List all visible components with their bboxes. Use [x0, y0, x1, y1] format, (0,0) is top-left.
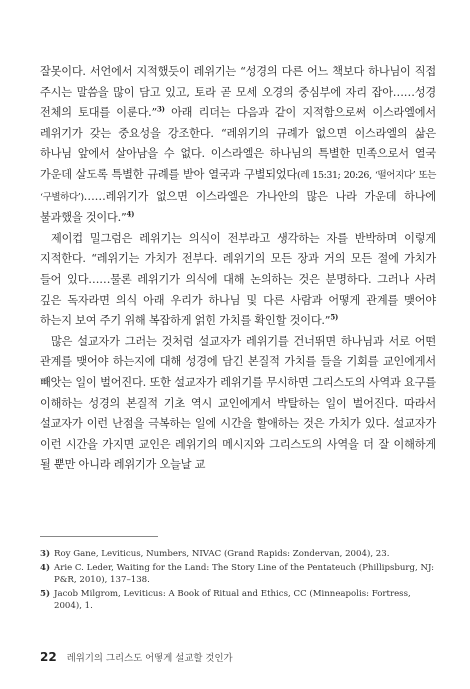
page-footer — [40, 650, 233, 664]
paragraph-1-text-a: 잘못이다. 서언에서 지적했듯이 레위기는 “성경의 다른 어느 책보다 하나님이 직접 주시는 말씀을 많이 담고 있고, 토라 곧 모세 오경의 중심부에 자리 잡아……성경 전체의 토대를 이룬다.” — [40, 65, 436, 120]
footnote-text: Arie C. Leder, Waiting for the Land: The Story Line of the Pentateuch (Phillipsburg, NJ: P&R, 2010), 137–138. — [54, 562, 434, 586]
paragraph-2-text: 제이컵 밀그럼은 레위기는 의식이 전부라고 생각하는 자를 반박하며 이렇게 지적한다. “레위기는 가치가 전부다. 레위기의 모든 장과 거의 모든 절에 가치가 들어 있다……물론 레위기가 의식에 대해 논의하는 것은 분명하다. 그러나 사려 깊은 독자라면 의식 아래 우리가 하나님 및 다른 사람과 어떻게 관계를 맺어야 하는지 보여 주기 위해 복잡하게 얽힌 가치를 확인할 것이다.” — [40, 231, 436, 328]
page-number: 22 — [40, 650, 57, 664]
paragraph-1-text-c: ……레위기가 없으면 이스라엘은 가나안의 많은 나라 가운데 하나에 불과했을 것이다.” — [40, 189, 436, 225]
footnote-marker-4: 4) — [126, 209, 135, 219]
paragraph-1 — [40, 62, 436, 229]
paragraph-3 — [40, 332, 436, 476]
footnote-number: 4) — [40, 562, 51, 573]
footnote — [40, 588, 436, 613]
footnote-marker-3: 3) — [156, 104, 165, 114]
running-title: 레위기의 그리스도 어떻게 설교할 것인가 — [66, 653, 233, 664]
scripture-reference: (레 15:31; 20:26, ‘떨어지다’ 또는 ‘구별하다’) — [40, 169, 436, 203]
footnotes — [40, 548, 436, 614]
footnote — [40, 562, 436, 587]
book-page — [40, 0, 436, 689]
paragraph-3-text: 많은 설교자가 그러는 것처럼 설교자가 레위기를 건너뛰면 하나님과 서로 어떤 관계를 맺어야 하는지에 대해 성경에 담긴 본질적 가치를 들을 기회를 교인에게서 빼앗는 일이 벌어진다. 또한 설교자가 레위기를 무시하면 그리스도의 사역과 요구를 이해하는 성경의 본질적 기초 역시 교인에게서 박탈하는 일이 벌어진다. 따라서 설교자가 이런 난점을 극복하는 일에 시간을 할애하는 것은 가치가 있다. 설교자가 이런 시간을 가지면 교인은 레위기의 메시지와 그리스도의 사역을 더 잘 이해하게 될 뿐만 아니라 레위기가 오늘날 교 — [40, 334, 436, 472]
paragraph-1-text-b: 아래 리더는 다음과 같이 지적함으로써 이스라엘에서 레위기가 갖는 중요성을 강조한다. “레위기의 규례가 없으면 이스라엘의 삶은 하나님 앞에서 살아남을 수 없다. 이스라엘은 하나님의 특별한 민족으로서 열국 가운데 살도록 특별한 규례를 받아 열국과 구별되었다 — [40, 106, 436, 181]
footnote-number: 5) — [40, 588, 51, 599]
paragraph-2 — [40, 229, 436, 332]
footnote-marker-5: 5) — [330, 312, 339, 322]
footnote-text: Jacob Milgrom, Leviticus: A Book of Ritual and Ethics, CC (Minneapolis: Fortress, 2004), 1. — [54, 588, 411, 612]
footnote-number: 3) — [40, 549, 51, 559]
footnote-text: Roy Gane, Leviticus, Numbers, NIVAC (Grand Rapids: Zondervan, 2004), 23. — [54, 549, 390, 559]
body-text — [40, 62, 436, 476]
footnote-divider — [40, 536, 158, 537]
footnote — [40, 548, 436, 561]
